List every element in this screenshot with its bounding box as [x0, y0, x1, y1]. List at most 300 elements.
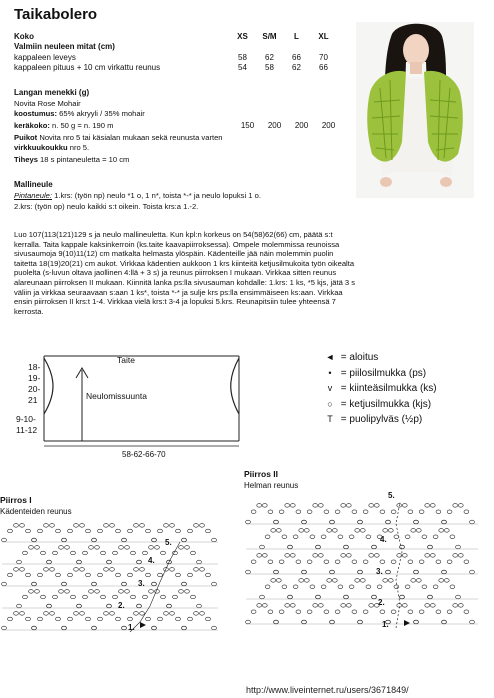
chain-stitch — [92, 626, 97, 630]
chain-stitch — [38, 529, 43, 533]
chain-stitch — [369, 554, 374, 558]
chain-stitch — [212, 538, 217, 542]
row-value: 62 — [292, 62, 301, 72]
chain-stitch — [20, 612, 25, 616]
chain-stitch — [149, 590, 154, 594]
chain-stitch — [140, 568, 145, 572]
gauge-value: 18 s pintaneuletta = 10 cm — [37, 155, 130, 164]
chain-stitch — [433, 585, 438, 589]
chain-stitch — [194, 612, 199, 616]
chain-stitch — [56, 529, 61, 533]
chain-stitch — [416, 579, 421, 583]
chain-stitch — [349, 535, 354, 539]
chart-2-row-label: 1. — [382, 620, 389, 629]
chain-stitch — [265, 535, 270, 539]
chain-stitch — [107, 560, 112, 564]
chain-stitch — [158, 617, 163, 621]
chain-stitch — [374, 504, 379, 508]
chain-stitch — [80, 612, 85, 616]
chain-stitch — [101, 595, 106, 599]
chain-stitch — [447, 610, 452, 614]
legend-item — [322, 350, 437, 366]
chain-stitch — [246, 620, 251, 624]
chain-stitch — [422, 535, 427, 539]
chain-stitch — [206, 617, 211, 621]
chain-stitch — [274, 570, 279, 574]
chain-stitch — [50, 568, 55, 572]
chain-stitch — [197, 604, 202, 608]
chain-start-icon — [404, 620, 410, 626]
model-photo — [356, 22, 474, 198]
chain-stitch — [276, 529, 281, 533]
chain-stitch — [470, 620, 475, 624]
chain-stitch — [89, 590, 94, 594]
chain-stitch-icon: ○ — [327, 398, 333, 409]
chain-stitch — [125, 546, 130, 550]
chain-stitch — [425, 604, 430, 608]
chain-stitch — [318, 604, 323, 608]
chain-stitch — [131, 551, 136, 555]
hook-info — [14, 143, 89, 152]
chain-stitch — [152, 626, 157, 630]
sideseam-label: 9-10- — [16, 414, 36, 424]
chain-stitch — [200, 612, 205, 616]
instruction-line: kerralla. Taita kappale kaksinkerroin (ks.taite kaavapiirroksessa). Ompele molemmissa reunoissa — [14, 239, 340, 249]
chain-stitch — [419, 560, 424, 564]
chain-stitch — [38, 573, 43, 577]
chain-stitch — [35, 546, 40, 550]
composition-label: koostumus: — [14, 109, 58, 118]
chain-stitch — [436, 610, 441, 614]
chain-stitch — [383, 529, 388, 533]
chain-stitch — [101, 551, 106, 555]
chain-stitch — [44, 524, 49, 528]
chain-stitch — [369, 504, 374, 508]
chain-stitch — [116, 529, 121, 533]
chain-stitch — [279, 560, 284, 564]
chain-stitch — [65, 590, 70, 594]
chain-stitch — [411, 579, 416, 583]
amount: 200 — [321, 121, 336, 130]
chain-stitch — [80, 568, 85, 572]
chain-stitch — [428, 595, 433, 599]
pattern-line-2: 2.krs: (työn op) neulo kaikki s:t oikein. Toista krs:a 1.-2. — [14, 202, 199, 211]
chain-stitch — [296, 610, 301, 614]
chain-stitch — [332, 529, 337, 533]
chain-stitch — [444, 529, 449, 533]
chart-1-row-label: 2. — [118, 601, 125, 610]
row-value: 54 — [238, 62, 247, 72]
chain-stitch — [29, 546, 34, 550]
chain-stitch — [304, 579, 309, 583]
chain-stitch — [394, 585, 399, 589]
row-value: 58 — [265, 62, 274, 72]
chain-stitch — [307, 560, 312, 564]
chain-stitch — [271, 579, 276, 583]
chain-stitch — [447, 560, 452, 564]
height-labels — [28, 362, 40, 406]
chain-stitch — [143, 595, 148, 599]
chain-stitch — [458, 504, 463, 508]
chain-stitch — [206, 529, 211, 533]
chain-stitch — [285, 604, 290, 608]
chain-stitch — [302, 620, 307, 624]
chain-stitch — [358, 620, 363, 624]
chain-stitch — [271, 529, 276, 533]
chain-stitch — [47, 604, 52, 608]
chain-stitch — [182, 626, 187, 630]
chain-stitch — [161, 595, 166, 599]
chain-stitch — [456, 595, 461, 599]
chain-stitch — [251, 610, 256, 614]
chain-stitch — [310, 585, 315, 589]
chain-stitch — [77, 604, 82, 608]
chain-stitch — [299, 529, 304, 533]
chain-stitch — [26, 617, 31, 621]
chain-stitch — [185, 546, 190, 550]
chain-stitch — [402, 604, 407, 608]
chain-stitch — [285, 554, 290, 558]
chain-stitch — [44, 612, 49, 616]
chain-stitch — [290, 504, 295, 508]
chain-stitch — [458, 604, 463, 608]
height-label: 18- — [28, 362, 41, 372]
chain-stitch — [414, 520, 419, 524]
chain-stitch — [143, 551, 148, 555]
chain-stitch — [200, 524, 205, 528]
chain-stitch — [185, 590, 190, 594]
chain-stitch — [77, 560, 82, 564]
sideseam-label: 11-12 — [16, 425, 38, 435]
chain-stitch — [442, 620, 447, 624]
chain-stitch — [352, 560, 357, 564]
table-row — [14, 53, 337, 63]
chain-stitch — [411, 529, 416, 533]
chain-stitch — [246, 520, 251, 524]
chain-stitch — [164, 612, 169, 616]
needles-label: Puikot — [14, 133, 38, 142]
chain-stitch — [110, 612, 115, 616]
chain-stitch — [164, 524, 169, 528]
chain-stitch — [53, 551, 58, 555]
chain-stitch — [119, 590, 124, 594]
slip-stitch-icon: • — [328, 367, 332, 378]
chain-stitch — [447, 510, 452, 514]
chain-stitch — [262, 554, 267, 558]
chain-stitch — [458, 554, 463, 558]
chain-stitch — [456, 545, 461, 549]
instruction-line: taitetta 18(19)20(21) cm aukot. Virkkaa kädentien aukkoon 1 krs kiinteitä ketjusilmukoita työn oikealta — [14, 258, 355, 268]
chain-stitch — [414, 570, 419, 574]
legend-item — [322, 397, 437, 413]
chain-stitch — [282, 535, 287, 539]
chain-stitch — [316, 545, 321, 549]
chain-stitch — [442, 520, 447, 524]
instruction-line: väliin ja virkkaa seuraavaan s:aan 1 ks*, toista *-* ja sulje krs ps:lla ensimmäiseen ks:aan. Virkkaa — [14, 287, 343, 297]
page-title: Taikabolero — [14, 6, 98, 23]
source-url: http://www.liveinternet.ru/users/3671849/ — [246, 685, 409, 695]
chain-stitch — [439, 529, 444, 533]
chain-stitch — [167, 604, 172, 608]
chain-stitch — [391, 610, 396, 614]
chain-stitch — [170, 524, 175, 528]
instruction-line: kerrosta. — [14, 306, 44, 316]
chain-stitch — [324, 610, 329, 614]
chart-1-row-label: 5. — [165, 538, 172, 547]
chart-2-row-label: 3. — [376, 567, 383, 576]
chain-stitch — [302, 570, 307, 574]
chart-1-title: Piirros I — [0, 495, 32, 505]
chain-stitch — [335, 560, 340, 564]
chain-stitch — [335, 510, 340, 514]
chart-2-diagram — [244, 494, 484, 634]
chain-stitch — [119, 546, 124, 550]
chain-stitch — [405, 535, 410, 539]
instruction-line: ensin piirroksen II krs:t 1-4. Virkkaa vielä krs:t 3-4 ja lopuksi 5.krs. Reunapitsiin tulee yhteensä 7 — [14, 297, 336, 307]
chain-stitch — [268, 510, 273, 514]
chain-stitch — [338, 535, 343, 539]
chain-stitch — [330, 520, 335, 524]
chain-stitch — [268, 560, 273, 564]
chain-stitch — [439, 579, 444, 583]
chain-stitch — [436, 560, 441, 564]
chain-stitch — [405, 585, 410, 589]
row-value: 66 — [292, 52, 301, 62]
chain-stitch — [71, 595, 76, 599]
symbol-legend — [322, 350, 437, 428]
chain-stitch — [152, 538, 157, 542]
chain-stitch — [179, 546, 184, 550]
measure-section-label: Valmiin neuleen mitat (cm) — [14, 42, 115, 52]
table-row — [14, 63, 337, 73]
chain-stitch — [146, 617, 151, 621]
chain-stitch — [83, 551, 88, 555]
chain-stitch — [422, 585, 427, 589]
chain-stitch — [276, 579, 281, 583]
chain-stitch — [346, 554, 351, 558]
chain-stitch — [95, 546, 100, 550]
chain-stitch — [74, 612, 79, 616]
chain-stitch — [352, 610, 357, 614]
chain-start-icon: ◄ — [325, 352, 335, 362]
row-value: 62 — [265, 52, 274, 62]
chain-stitch — [372, 595, 377, 599]
chain-stitch — [344, 545, 349, 549]
chain-stitch — [450, 535, 455, 539]
chain-stitch — [32, 582, 37, 586]
chain-stitch — [134, 524, 139, 528]
chain-stitch — [182, 582, 187, 586]
amount: 200 — [267, 121, 282, 130]
chain-stitch — [68, 617, 73, 621]
chain-stitch — [470, 520, 475, 524]
chain-stitch — [134, 568, 139, 572]
fold-label: Taite — [117, 355, 135, 365]
pattern-line-1 — [14, 191, 261, 200]
chain-stitch — [41, 595, 46, 599]
legend-item — [322, 381, 437, 397]
chain-stitch — [59, 546, 64, 550]
chain-stitch — [257, 504, 262, 508]
chain-stitch — [14, 524, 19, 528]
needles-info — [14, 133, 223, 142]
legend-text: = kiinteäsilmukka (ks) — [340, 383, 437, 395]
chain-stitch — [152, 582, 157, 586]
chain-stitch — [341, 504, 346, 508]
chain-stitch — [17, 604, 22, 608]
chain-stitch — [464, 510, 469, 514]
chain-stitch — [23, 595, 28, 599]
chain-stitch — [98, 529, 103, 533]
chain-stitch — [173, 595, 178, 599]
chain-stitch — [402, 554, 407, 558]
chain-stitch — [313, 504, 318, 508]
legend-item — [322, 366, 437, 382]
chain-stitch — [2, 538, 7, 542]
chain-stitch — [176, 573, 181, 577]
chain-stitch — [104, 568, 109, 572]
chain-stitch — [179, 590, 184, 594]
chain-stitch — [170, 568, 175, 572]
chain-stitch — [464, 560, 469, 564]
yarn-amounts — [234, 121, 334, 130]
chain-stitch — [206, 573, 211, 577]
needles-value: Novita nro 5 tai käsialan mukaan sekä reunusta varten — [37, 133, 223, 142]
chain-stitch — [56, 617, 61, 621]
chain-stitch — [442, 570, 447, 574]
single-crochet-icon: v — [327, 383, 333, 394]
chain-stitch — [391, 510, 396, 514]
chain-stitch — [327, 579, 332, 583]
chain-stitch — [47, 560, 52, 564]
chain-stitch — [140, 524, 145, 528]
pattern-line-1-text: 1.krs: (työn np) neulo *1 o, 1 n*, toista *-* ja neulo lopuksi 1 o. — [52, 191, 261, 200]
chain-stitch — [386, 520, 391, 524]
chain-stitch — [137, 604, 142, 608]
chain-stitch — [212, 626, 217, 630]
chain-stitch — [131, 595, 136, 599]
legend-text: = aloitus — [340, 352, 379, 363]
instructions — [14, 230, 474, 316]
chain-stitch — [307, 510, 312, 514]
chain-stitch — [327, 529, 332, 533]
chain-stitch — [346, 604, 351, 608]
chain-stitch — [330, 570, 335, 574]
amount: 150 — [240, 121, 255, 130]
chain-stitch — [419, 610, 424, 614]
legend-text: = puolipylväs (½p) — [340, 414, 423, 426]
chain-stitch — [453, 504, 458, 508]
chart-2-row-label: 4. — [380, 535, 387, 544]
chain-stitch — [50, 524, 55, 528]
chain-stitch — [346, 504, 351, 508]
chain-stitch — [430, 504, 435, 508]
chain-start-icon — [140, 622, 146, 628]
chain-stitch — [68, 573, 73, 577]
chain-stitch — [188, 573, 193, 577]
chain-stitch — [383, 579, 388, 583]
chart-2-row-label: 2. — [378, 598, 385, 607]
chain-stitch — [436, 510, 441, 514]
chain-stitch — [20, 568, 25, 572]
chain-stitch — [257, 604, 262, 608]
chain-stitch — [377, 585, 382, 589]
instruction-line: puolelta (s-luvun oltava jaollinen 4:llä + 3 s) ja reunus piirroksen I mukaan. Virkkaa sitten reunus — [14, 268, 337, 278]
chain-stitch — [191, 595, 196, 599]
chain-stitch — [62, 582, 67, 586]
chain-stitch — [251, 560, 256, 564]
chain-stitch — [104, 612, 109, 616]
yarn-name: Novita Rose Mohair — [14, 99, 81, 108]
chart-2-title: Piirros II — [244, 469, 279, 479]
chain-stitch — [352, 510, 357, 514]
amount: 200 — [294, 121, 309, 130]
chain-stitch — [89, 546, 94, 550]
gauge-label: Tiheys — [14, 155, 38, 164]
chain-stitch — [176, 617, 181, 621]
chain-stitch — [369, 604, 374, 608]
chain-stitch — [158, 573, 163, 577]
chain-stitch — [251, 510, 256, 514]
chain-stitch — [363, 560, 368, 564]
chain-stitch — [428, 545, 433, 549]
chain-stitch — [360, 579, 365, 583]
chain-stitch — [355, 579, 360, 583]
chain-stitch — [110, 568, 115, 572]
chain-stitch — [400, 545, 405, 549]
chain-stitch — [122, 626, 127, 630]
size-col: S/M — [262, 32, 277, 41]
chain-stitch — [299, 579, 304, 583]
chain-stitch — [358, 570, 363, 574]
chain-stitch — [453, 554, 458, 558]
chain-stitch — [104, 524, 109, 528]
chain-stitch — [453, 604, 458, 608]
chain-stitch — [425, 554, 430, 558]
chain-stitch — [380, 510, 385, 514]
chain-stitch — [191, 551, 196, 555]
height-label: 19- — [28, 373, 41, 383]
chain-stitch — [386, 570, 391, 574]
chain-stitch — [176, 529, 181, 533]
chain-stitch — [8, 573, 13, 577]
chain-stitch — [430, 604, 435, 608]
chain-stitch — [146, 529, 151, 533]
chain-stitch — [282, 585, 287, 589]
yarn-composition — [14, 109, 145, 118]
chain-stitch — [137, 560, 142, 564]
chain-stitch — [194, 524, 199, 528]
weight-label: keräkoko: — [14, 121, 50, 130]
chain-stitch — [363, 510, 368, 514]
chain-stitch — [158, 529, 163, 533]
chain-stitch — [26, 573, 31, 577]
chain-stitch — [372, 545, 377, 549]
size-header-row — [14, 32, 337, 42]
chain-stitch — [32, 538, 37, 542]
stitch-path — [396, 502, 402, 628]
chain-stitch — [296, 510, 301, 514]
chain-stitch — [194, 568, 199, 572]
chain-stitch — [433, 535, 438, 539]
chain-stitch — [307, 610, 312, 614]
pattern-sub-label: Pintaneule: — [14, 191, 52, 200]
chart-1-subtitle: Kädenteiden reunus — [0, 507, 72, 516]
chain-stitch — [313, 604, 318, 608]
chain-stitch — [53, 595, 58, 599]
chain-stitch — [318, 504, 323, 508]
chain-stitch — [341, 604, 346, 608]
